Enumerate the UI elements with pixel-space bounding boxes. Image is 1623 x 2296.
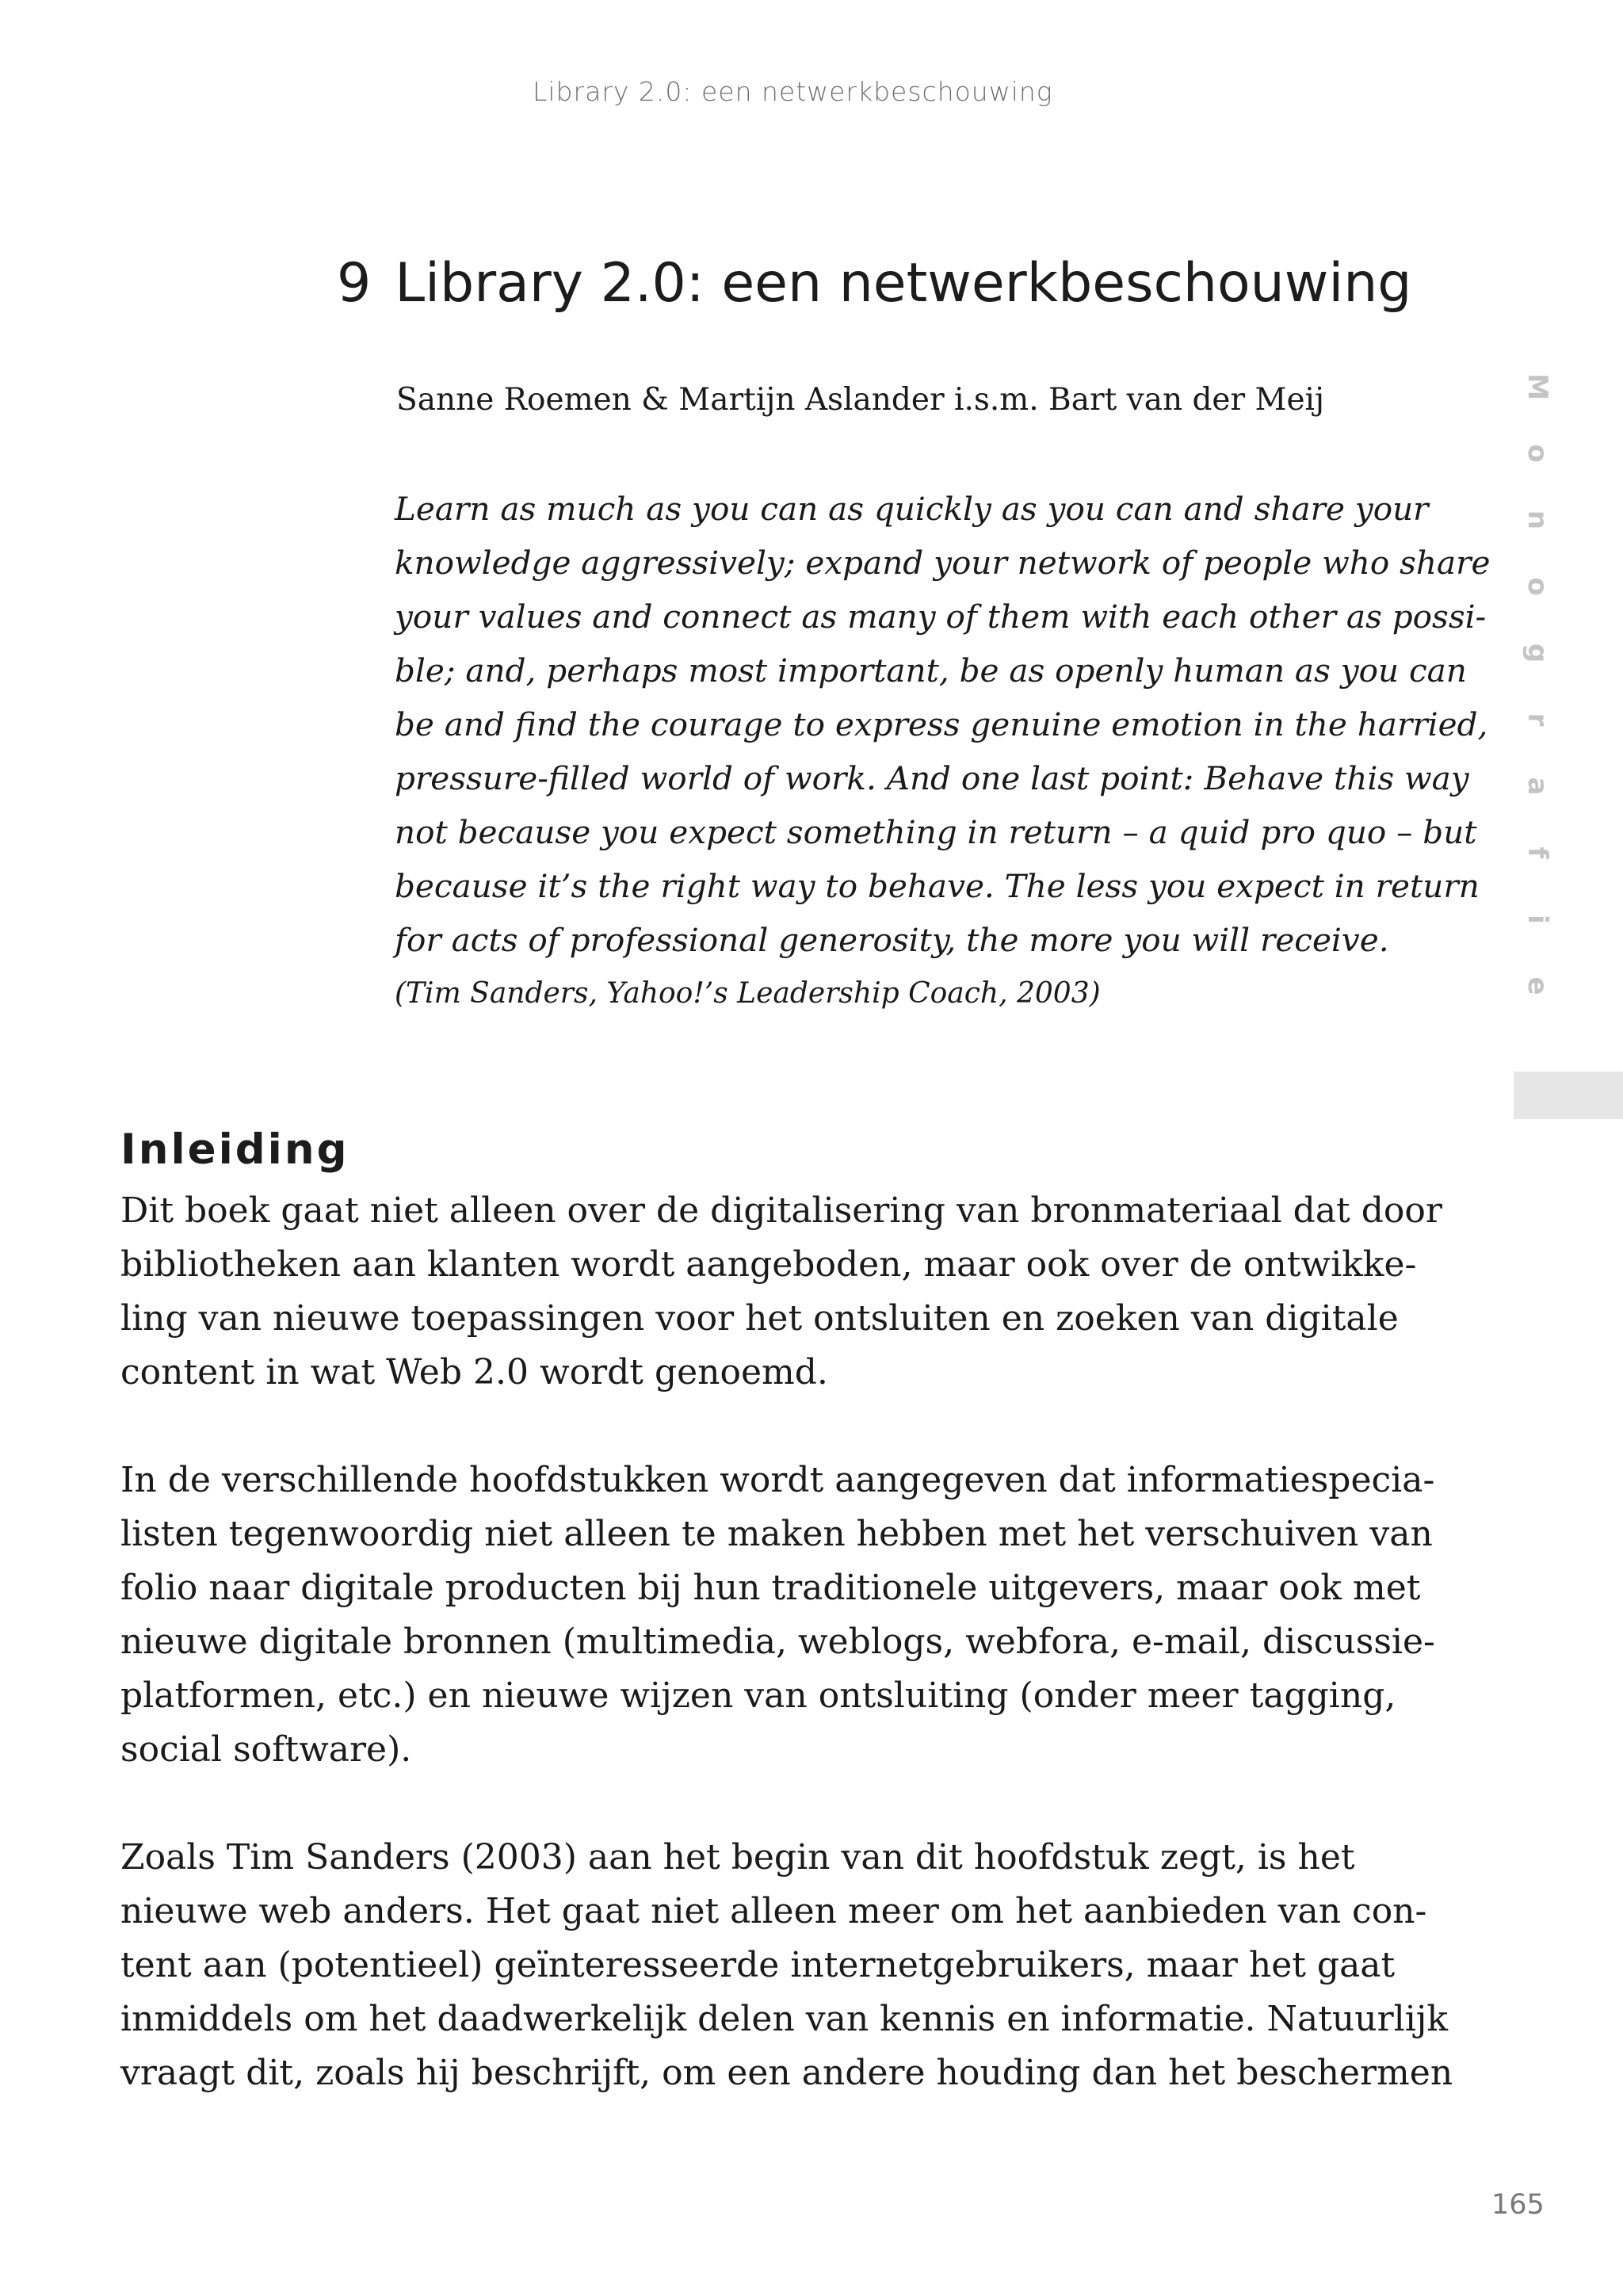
epigraph-line: because it’s the right way to behave. The less you expect in return xyxy=(395,867,1480,905)
side-tab-letter: e xyxy=(1522,976,1553,995)
side-tab-letter: o xyxy=(1522,444,1553,463)
running-header: Library 2.0: een netwerkbeschouwing xyxy=(533,76,1053,107)
paragraph-line: Zoals Tim Sanders (2003) aan het begin van dit hoofdstuk zegt, is het xyxy=(120,1837,1355,1878)
epigraph xyxy=(395,482,1491,1021)
chapter-number: 9 xyxy=(337,252,372,315)
paragraph-line: listen tegenwoordig niet alleen te maken hebben met het verschuiven van xyxy=(120,1514,1433,1554)
side-tab-monografie xyxy=(1514,353,1561,1019)
body-text xyxy=(120,1184,1453,2154)
side-tab-letter: a xyxy=(1522,777,1553,796)
epigraph-line: for acts of professional generosity, the more you will receive. xyxy=(395,921,1389,959)
paragraph-line: ling van nieuwe toepassingen voor het ontsluiten en zoeken van digitale xyxy=(120,1298,1399,1339)
epigraph-line: ble; and, perhaps most important, be as openly human as you can xyxy=(395,651,1467,690)
paragraph-line: Dit boek gaat niet alleen over de digitalisering van bronmateriaal dat door xyxy=(120,1190,1442,1231)
epigraph-line: not because you expect something in return – a quid pro quo – but xyxy=(395,813,1477,851)
chapter-title-text: Library 2.0: een netwerkbeschouwing xyxy=(395,252,1412,315)
paragraph-line: social software). xyxy=(120,1729,412,1770)
paragraph-line: tent aan (potentieel) geïnteresseerde internetgebruikers, maar het gaat xyxy=(120,1945,1396,1985)
epigraph-line: be and find the courage to express genuine emotion in the harried, xyxy=(395,705,1488,743)
epigraph-source: (Tim Sanders, Yahoo!’s Leadership Coach, 2003) xyxy=(395,977,1101,1010)
side-tab-letter: M xyxy=(1522,373,1553,400)
paragraph-line: folio naar digitale producten bij hun traditionele uitgevers, maar ook met xyxy=(120,1568,1421,1608)
paragraph-line: inmiddels om het daadwerkelijk delen van kennis en informatie. Natuurlijk xyxy=(120,1999,1449,2039)
section-heading: Inleiding xyxy=(120,1125,349,1174)
side-tab-letter: n xyxy=(1522,510,1553,530)
paragraph-line: platformen, etc.) en nieuwe wijzen van ontsluiting (onder meer tagging, xyxy=(120,1675,1396,1716)
paragraph-line: nieuwe digitale bronnen (multimedia, weblogs, webfora, e-mail, discussie- xyxy=(120,1622,1435,1662)
paragraph-line: In de verschillende hoofdstukken wordt aangegeven dat informatiespecia- xyxy=(120,1460,1435,1500)
paragraph-line: bibliotheken aan klanten wordt aangeboden, maar ook over de ontwikke- xyxy=(120,1244,1417,1285)
page-number: 165 xyxy=(1491,2189,1545,2221)
paragraph-line: vraagt dit, zoals hij beschrijft, om een andere houding dan het beschermen xyxy=(120,2053,1453,2093)
paragraph xyxy=(120,1454,1435,1777)
side-tab-letter: o xyxy=(1522,577,1553,596)
chapter-title xyxy=(337,252,1411,315)
epigraph-line: Learn as much as you can as quickly as you can and share your xyxy=(395,490,1429,528)
epigraph-line: your values and connect as many of them with each other as possi- xyxy=(395,598,1487,636)
epigraph-line: knowledge aggressively; expand your network of people who share xyxy=(395,544,1491,582)
side-tab-letter: f xyxy=(1522,846,1553,859)
paragraph-line: nieuwe web anders. Het gaat niet alleen meer om het aanbieden van con- xyxy=(120,1891,1427,1931)
side-tab-letter: g xyxy=(1522,643,1553,663)
epigraph-line: pressure-filled world of work. And one last point: Behave this way xyxy=(395,759,1469,797)
side-tab-letter: i xyxy=(1522,915,1553,924)
paragraph xyxy=(120,1184,1442,1400)
side-tab-letter: r xyxy=(1522,712,1553,727)
paragraph xyxy=(120,1831,1453,2100)
side-marker-block xyxy=(1514,1072,1623,1119)
authors: Sanne Roemen & Martijn Aslander i.s.m. Bart van der Meij xyxy=(396,382,1325,418)
paragraph-line: content in wat Web 2.0 wordt genoemd. xyxy=(120,1352,828,1392)
